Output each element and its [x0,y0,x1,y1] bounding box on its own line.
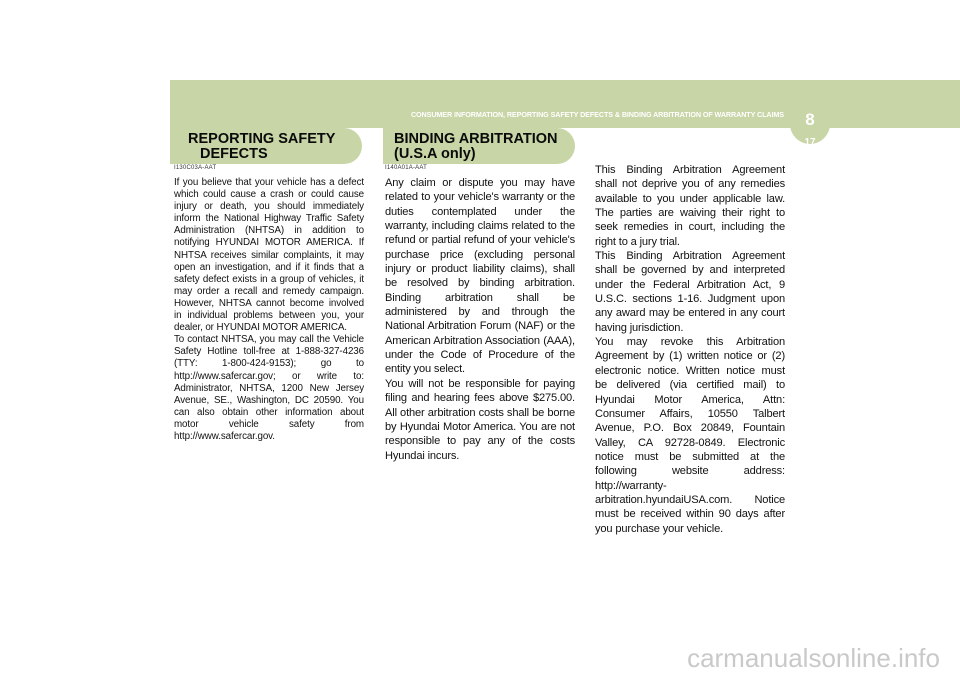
watermark: carmanualsonline.info [687,643,940,673]
header-band [170,80,960,128]
reporting-heading-line2: DEFECTS [200,146,268,162]
arbitration-heading-line2: (U.S.A only) [394,146,476,162]
reporting-paragraph-2: To contact NHTSA, you may call the Vehicle Safety Hotline toll-free at 1-888-327-4236 (TTY: 1-800-424-9153); go to http://www.safercar.gov; or write to: Administrator, NHTSA, 1200 New Jersey Avenue, SE., Washington, DC 20590. You can also obtain other information about motor vehicle safety from http://www.safercar.gov. [174,334,364,442]
section-number: 8 [805,110,815,129]
agreement-paragraph-1: This Binding Arbitration Agreement shall not deprive you of any remedies available to you under applicable law. The parties are waiving their right to seek remedies in court, including the right to a jury trial. [595,164,785,248]
agreement-paragraph-3: You may revoke this Arbitration Agreement by (1) written notice or (2) electronic notice. Written notice must be delivered (via certified mail) to Hyundai Motor America, Attn: Consumer Affairs, 10550 Talbert Avenue, P.O. Box 20849, Fountain Valley, CA 92728-0849. Electronic notice must be submitted at the following website address: http://warranty-arbitration.hyundaiUSA.com. Notice must be received within 90 days after you purchase your vehicle. [595,336,785,535]
page-number: 17 [804,137,816,148]
reporting-paragraph-1: If you believe that your vehicle has a defect which could cause a crash or could cause injury or death, you should immediately inform the National Highway Traffic Safety Administration (NHTSA) in addition to notifying HYUNDAI MOTOR AMERICA. If NHTSA receives similar complaints, it may open an investigation, and if it finds that a safety defect exists in a group of vehicles, it may order a recall and remedy campaign. However, NHTSA cannot become involved in individual problems between you, your dealer, or HYUNDAI MOTOR AMERICA. [174,177,364,334]
reporting-heading [188,132,335,162]
arbitration-paragraph-1: Any claim or dispute you may have related to your vehicle's warranty or the duties contemplated under the warranty, including claims related to the refund or partial refund of your vehicle's purchase price (excluding personal injury or product liability claims), shall be resolved by binding arbitration. Binding arbitration shall be administered by and through the National Arbitration Forum (NAF) or the American Arbitration Association (AAA), under the Code of Procedure of the entity you select. [385,177,575,376]
reporting-heading-line1: REPORTING SAFETY [188,131,336,147]
arbitration-paragraph-2: You will not be responsible for paying filing and hearing fees above $275.00. All other arbitration costs shall be borne by Hyundai Motor America. You are not responsible to pay any of the costs Hyundai incurs. [385,377,575,462]
reporting-code: I130C03A-AAT [174,165,217,171]
agreement-paragraph-2: This Binding Arbitration Agreement shall be governed by and interpreted under the Federal Arbitration Act, 9 U.S.C. sections 1-16. Judgment upon any award may be entered in any court having jurisdiction. [595,250,785,334]
arbitration-heading-line1: BINDING ARBITRATION [394,131,558,147]
arbitration-heading [394,132,558,162]
agreement-body [595,163,785,536]
arbitration-body [385,176,575,463]
chapter-title: CONSUMER INFORMATION, REPORTING SAFETY DEFECTS & BINDING ARBITRATION OF WARRANTY CLAIMS [410,110,784,119]
arbitration-code: I140A01A-AAT [385,165,427,171]
reporting-body [174,177,364,443]
